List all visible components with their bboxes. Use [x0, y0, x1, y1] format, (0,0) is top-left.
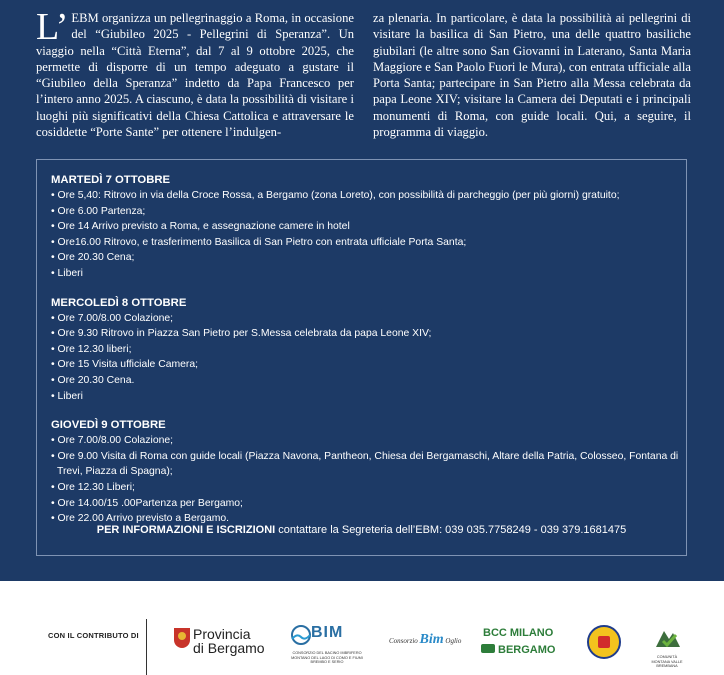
dropcap: L’: [36, 6, 69, 48]
program-item: • Ore 14 Arrivo previsto a Roma, e assegnazione camere in hotel: [51, 219, 681, 235]
divider: [146, 619, 147, 675]
provincia-shield-icon: [174, 628, 190, 648]
program-item: • Ore 20.30 Cena.: [51, 373, 681, 389]
bcc-logo-line2: BERGAMO: [498, 644, 556, 656]
bim-oglio-name: Bim: [419, 632, 444, 647]
bim-oglio-prefix: Consorzio: [389, 637, 418, 645]
program-item: • Ore 12.30 liberi;: [51, 342, 681, 358]
bcc-logo-line1: BCC MILANO: [483, 627, 554, 639]
day-title: MERCOLEDÌ 8 OTTOBRE: [51, 296, 187, 309]
program-item: • Ore 6.00 Partenza;: [51, 204, 681, 220]
program-item: • Ore 22.00 Arrivo previsto a Bergamo.: [51, 511, 681, 527]
seal-logo-icon: [587, 625, 621, 659]
bcc-hands-icon: [480, 641, 496, 655]
contrib-label: CON IL CONTRIBUTO DI: [48, 631, 139, 640]
intro-left-column: [36, 6, 354, 140]
program-item: • Ore16.00 Ritrovo, e trasferimento Basilica di San Pietro con entrata ufficiale Porta Santa;: [51, 235, 681, 251]
intro-left-text: EBM organizza un pellegrinaggio a Roma, in occasione del “Giubileo 2025 - Pellegrini di Speranza”. Un viaggio nella “Città Eterna”, dal 7 al 9 ottobre 2025, che permette di disporre di un tempo adeguato a gustare il “Giubileo della Speranza” indetto da Papa Francesco per l’intero anno 2025. A ciascuno, è data la possibilità di visitare i luoghi più significativi della Chiesa Cattolica e attraversare le cosiddette “Porte Sante” per ottenere l’indulgen-: [36, 11, 354, 140]
day-3: [51, 417, 681, 527]
intro-text: [36, 6, 691, 140]
program: [51, 172, 681, 527]
day-title: GIOVEDÌ 9 OTTOBRE: [51, 419, 166, 432]
provincia-line2: di Bergamo: [193, 640, 265, 656]
bim-subtitle: CONSORZIO DEL BACINO IMBRIFERO MONTANO DEL LAGO DI COMO E FIUMI BREMBO E SERIO: [291, 651, 363, 664]
program-item: • Liberi: [51, 266, 681, 282]
program-item: • Ore 9.00 Visita di Roma con guide locali (Piazza Navona, Pantheon, Chiesa dei Bergamaschi, Altare della Patria, Colosseo, Fontana di Trevi, Piazza di Spagna);: [51, 449, 681, 480]
program-item: • Ore 20.30 Cena;: [51, 250, 681, 266]
comunita-montana-icon: [654, 623, 682, 651]
program-item: • Ore 12.30 Liberi;: [51, 480, 681, 496]
comunita-montana-text: COMUNITÀ MONTANA VALLE BREMBANA: [651, 655, 683, 668]
bim-wave-icon: [290, 623, 312, 647]
intro-right-column: [373, 10, 691, 140]
program-item: • Ore 9.30 Ritrovo in Piazza San Pietro per S.Messa celebrata da papa Leone XIV;: [51, 326, 681, 342]
day-1: [51, 172, 681, 282]
intro-right-text: za plenaria. In particolare, è data la possibilità ai pellegrini di visitare la basilica di San Pietro, una delle quattro basiliche giubilari (le altre sono San Giovanni in Laterano, Santa Maria Maggiore e San Paolo Fuori le Mura), con entrata ufficiale alla Porta Santa; partecipare in San Pietro alla Messa celebrata da papa Leone XIV; visitare la Camera dei Deputati e i principali monumenti di Roma, con guide locali. Qui, a seguire, il programma di viaggio.: [373, 11, 691, 140]
bim-oglio-logo: [389, 632, 461, 648]
info-label: PER INFORMAZIONI E ISCRIZIONI: [96, 524, 276, 536]
program-item: • Ore 7.00/8.00 Colazione;: [51, 433, 681, 449]
info-line: [36, 524, 687, 536]
program-item: • Ore 5,40: Ritrovo in via della Croce Rossa, a Bergamo (zona Loreto), con possibilità di parcheggio (per più giorni) gratuito;: [51, 188, 681, 204]
program-item: • Liberi: [51, 389, 681, 405]
program-item: • Ore 15 Visita ufficiale Camera;: [51, 357, 681, 373]
bim-logo: BIM: [311, 624, 344, 641]
program-item: • Ore 7.00/8.00 Colazione;: [51, 311, 681, 327]
provincia-logo: [193, 627, 265, 655]
sponsor-footer: [0, 581, 724, 675]
bim-oglio-suffix: Oglio: [445, 637, 462, 645]
day-title: MARTEDÌ 7 OTTOBRE: [51, 174, 171, 186]
provincia-line1: Provincia: [193, 626, 251, 642]
day-2: [51, 295, 681, 405]
info-contacts: contattare la Segreteria dell’EBM: 039 035.7758249 - 039 379.1681475: [275, 524, 627, 536]
program-item: • Ore 14.00/15 .00Partenza per Bergamo;: [51, 496, 681, 512]
